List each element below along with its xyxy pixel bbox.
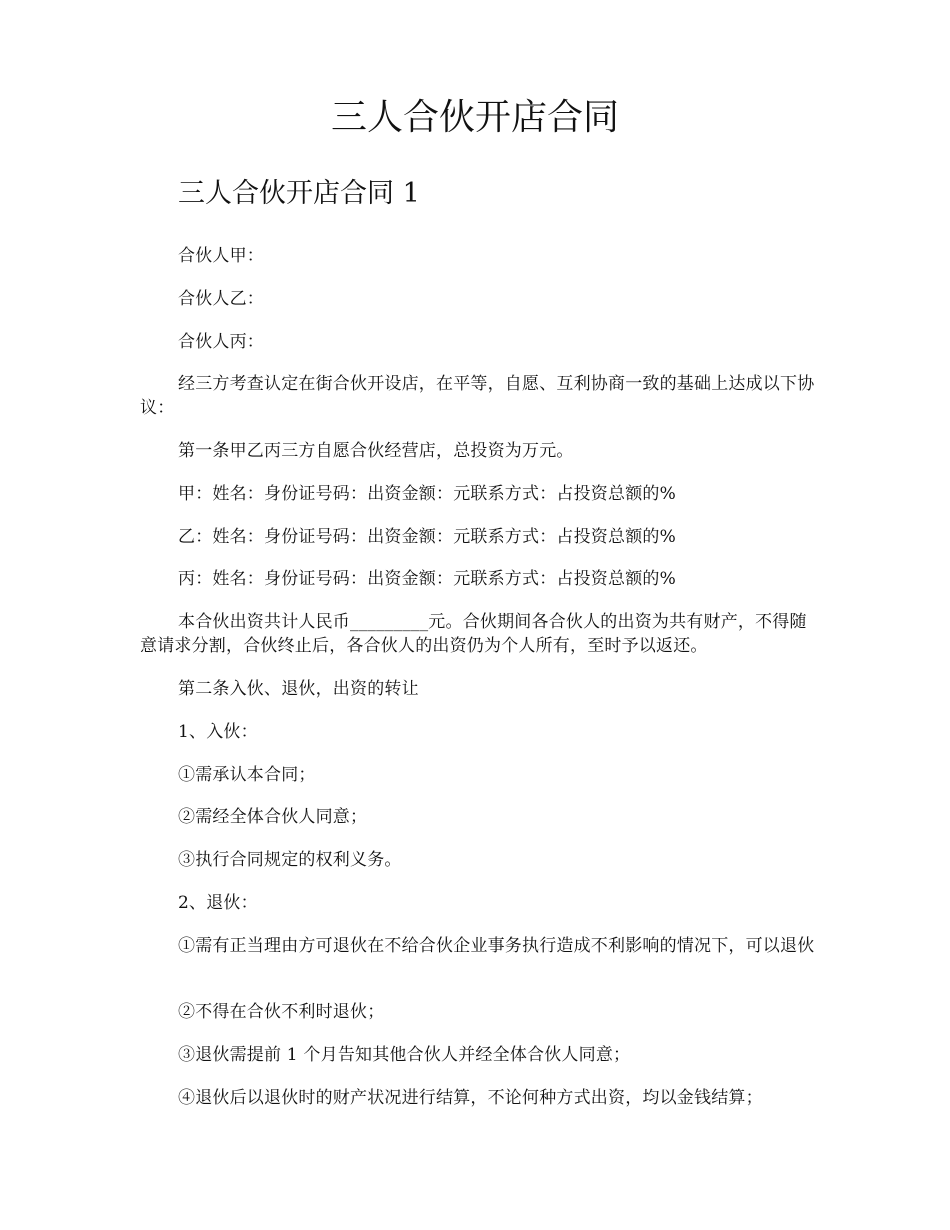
- paragraph-exit-3: ③退伙需提前 1 个月告知其他合伙人并经全体合伙人同意；: [178, 1045, 631, 1065]
- paragraph-partner-b: 合伙人乙：: [178, 289, 264, 309]
- section-title: 三人合伙开店合同 1: [178, 178, 420, 209]
- paragraph-capital: 本合伙出资共计人民币_________元。合伙期间各合伙人的出资为共有财产，不得随意请求分割，合伙终止后，各合伙人的出资仍为个人所有，至时予以返还。: [140, 612, 807, 656]
- paragraph-join-2: ②需经全体合伙人同意；: [178, 807, 368, 827]
- paragraph-partner-c: 合伙人丙：: [178, 332, 264, 352]
- paragraph-exit-2: ②不得在合伙不利时退伙；: [178, 1002, 385, 1022]
- paragraph-join-3: ③执行合同规定的权利义务。: [178, 850, 402, 870]
- paragraph-party-c-info: 丙：姓名：身份证号码：出资金额：元联系方式：占投资总额的%: [178, 569, 676, 589]
- paragraph-party-a-info: 甲：姓名：身份证号码：出资金额：元联系方式：占投资总额的%: [178, 484, 676, 504]
- paragraph-join-1: ①需承认本合同；: [178, 765, 316, 785]
- paragraph-exit-heading: 2、退伙：: [178, 893, 258, 913]
- paragraph-exit-1: ①需有正当理由方可退伙在不给合伙企业事务执行造成不利影响的情况下，可以退伙: [178, 936, 815, 956]
- paragraph-article-1: 第一条甲乙丙三方自愿合伙经营店，总投资为万元。: [178, 441, 574, 461]
- paragraph-party-b-info: 乙：姓名：身份证号码：出资金额：元联系方式：占投资总额的%: [178, 527, 676, 547]
- paragraph-intro: 经三方考查认定在街合伙开设店，在平等，自愿、互利协商一致的基础上达成以下协议：: [140, 374, 815, 418]
- paragraph-exit-4: ④退伙后以退伙时的财产状况进行结算，不论何种方式出资，均以金钱结算；: [178, 1088, 763, 1108]
- document-title: 三人合伙开店合同: [330, 97, 619, 138]
- paragraph-partner-a: 合伙人甲：: [178, 246, 264, 266]
- paragraph-join-heading: 1、入伙：: [178, 722, 258, 742]
- paragraph-article-2: 第二条入伙、退伙，出资的转让: [178, 679, 419, 699]
